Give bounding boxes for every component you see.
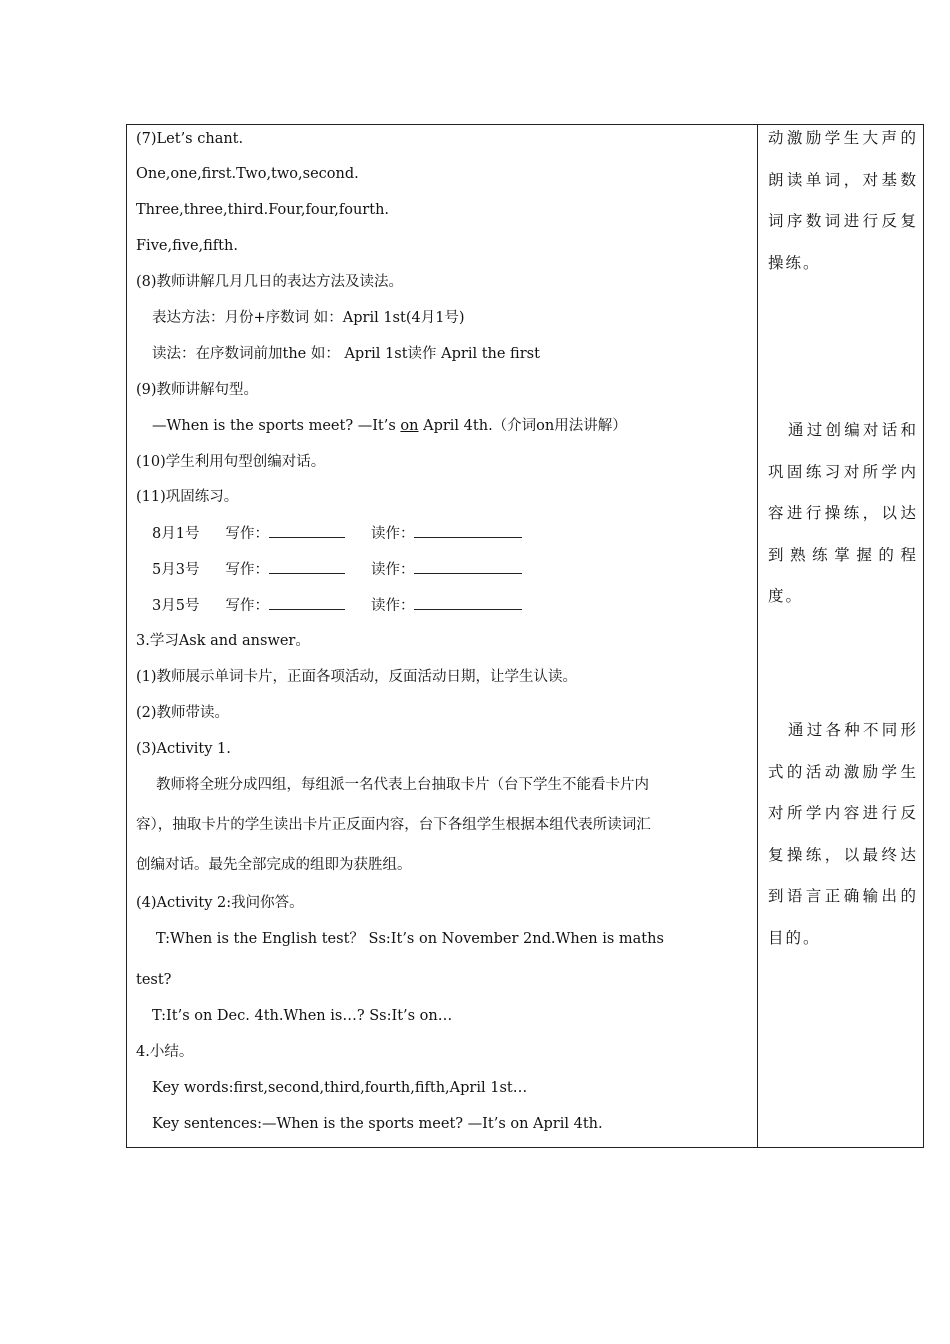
- date-reading-method: 读法：在序数词前加the 如： April 1st读作 April the first: [152, 346, 540, 362]
- column-divider: [757, 125, 758, 1147]
- write-blank: [269, 523, 345, 538]
- lead-reading-step: (2)教师带读。: [136, 705, 230, 721]
- exercise-date: 3月5号: [152, 598, 200, 614]
- practice-heading: (11)巩固练习。: [136, 489, 239, 505]
- intent-paragraph-3: 通过各种不同形式的活动激励学生对所学内容进行反复操练，以最终达到语言正确输出的目的。: [768, 721, 918, 947]
- intent-paragraph-2: 通过创编对话和巩固练习对所学内容进行操练，以达到熟练掌握的程度。: [768, 421, 918, 605]
- chant-line-3: Five,five,fifth.: [136, 238, 238, 254]
- activity-2-dialogue-2: T:It’s on Dec. 4th.When is…? Ss:It’s on…: [152, 1008, 453, 1024]
- read-label: 读作：: [370, 562, 415, 578]
- activity-2-dialogue-1-cont: test?: [136, 972, 172, 988]
- summary-heading: 4.小结。: [136, 1044, 194, 1060]
- underlined-on: on: [400, 418, 419, 434]
- read-label: 读作：: [370, 598, 415, 614]
- sentence-pattern-heading: (9)教师讲解句型。: [136, 382, 259, 398]
- exercise-row-1: [152, 523, 522, 544]
- activity-2-dialogue-1: T:When is the English test？ Ss:It’s on November 2nd.When is maths: [156, 931, 664, 947]
- chant-line-2: Three,three,third.Four,four,fourth.: [136, 202, 390, 218]
- read-blank: [414, 523, 522, 538]
- exercise-row-3: [152, 595, 522, 616]
- exercise-row-2: [152, 559, 522, 580]
- exercise-date: 5月3号: [152, 562, 200, 578]
- activity-2-heading: (4)Activity 2:我问你答。: [136, 895, 304, 911]
- create-dialogue-step: (10)学生利用句型创编对话。: [136, 454, 326, 470]
- write-label: 写作：: [225, 526, 269, 542]
- exercise-date: 8月1号: [152, 526, 200, 542]
- activity-1-text-1: 教师将全班分成四组，每组派一名代表上台抽取卡片（台下学生不能看卡片内: [156, 777, 649, 793]
- key-words: Key words:first,second,third,fourth,fifth,April 1st…: [152, 1080, 528, 1096]
- word-card-step: (1)教师展示单词卡片，正面各项活动，反面活动日期，让学生认读。: [136, 669, 578, 685]
- date-explain-heading: (8)教师讲解几月几日的表达方法及读法。: [136, 274, 404, 290]
- key-sentences: Key sentences:—When is the sports meet? —It’s on April 4th.: [152, 1116, 603, 1132]
- lesson-table: [126, 124, 924, 1148]
- write-label: 写作：: [225, 598, 269, 614]
- write-blank: [269, 559, 345, 574]
- intent-paragraph-1: 动激励学生大声的朗读单词，对基数词序数词进行反复操练。: [768, 129, 918, 272]
- activity-1-text-3: 创编对话。最先全部完成的组即为获胜组。: [136, 857, 412, 873]
- read-blank: [414, 595, 522, 610]
- sentence-pattern-part-b: April 4th.（介词on用法讲解）: [418, 418, 627, 434]
- activity-1-heading: (3)Activity 1.: [136, 741, 231, 757]
- write-blank: [269, 595, 345, 610]
- read-label: 读作：: [370, 526, 415, 542]
- date-expression-method: 表达方法：月份+序数词 如：April 1st(4月1号): [152, 310, 465, 326]
- chant-heading: (7)Let’s chant.: [136, 131, 244, 147]
- sentence-pattern-part-a: —When is the sports meet? —It’s: [152, 418, 401, 434]
- ask-answer-heading: 3.学习Ask and answer。: [136, 633, 310, 649]
- chant-line-1: One,one,first.Two,two,second.: [136, 166, 359, 182]
- read-blank: [414, 559, 522, 574]
- activity-1-text-2: 容），抽取卡片的学生读出卡片正反面内容，台下各组学生根据本组代表所读词汇: [136, 817, 651, 833]
- sentence-pattern: [152, 416, 627, 436]
- write-label: 写作：: [225, 562, 269, 578]
